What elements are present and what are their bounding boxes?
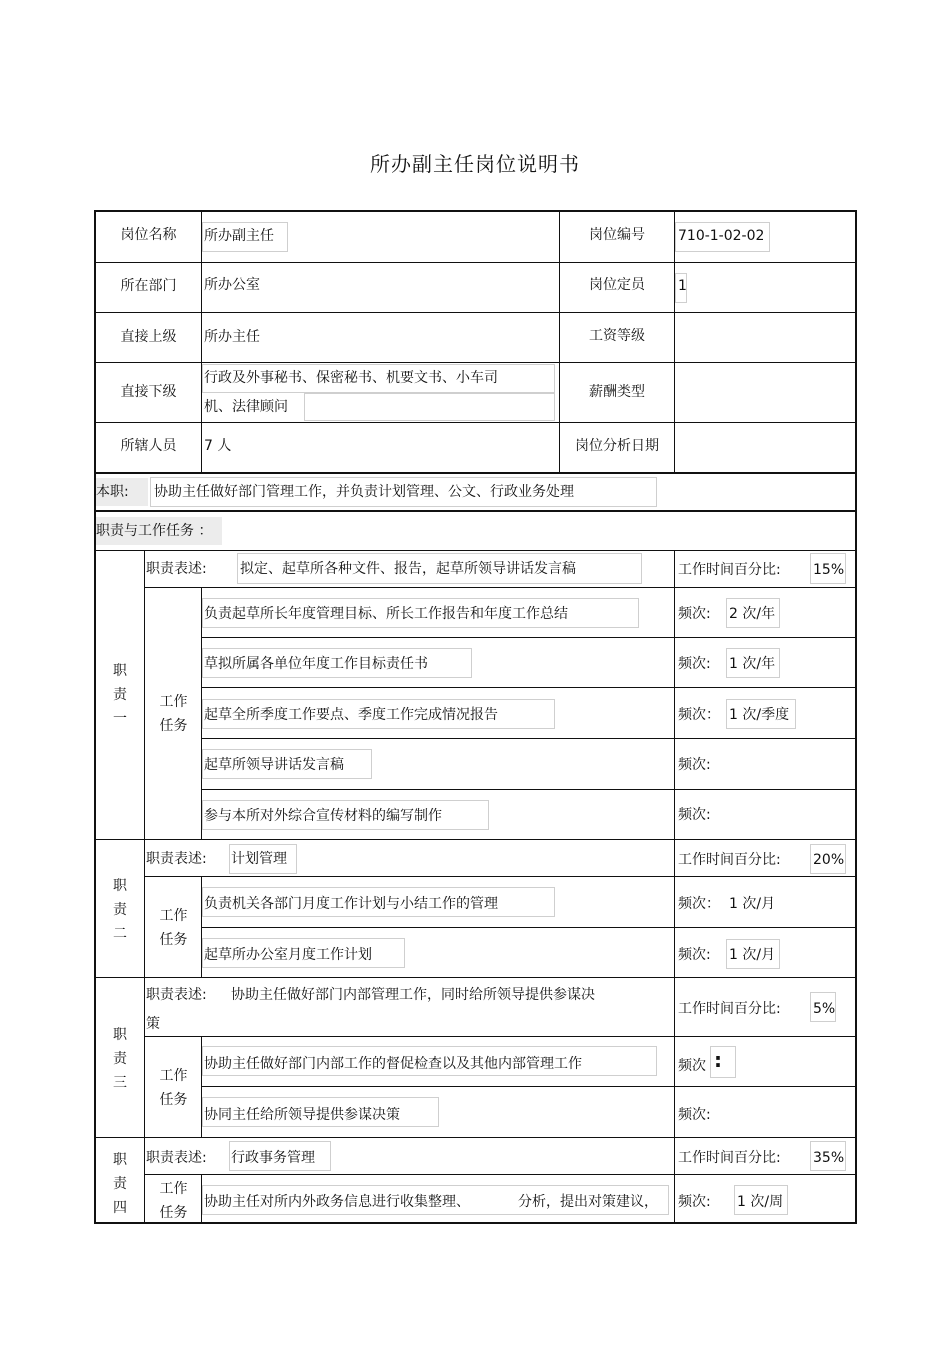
- col-divider: [144, 550, 145, 1223]
- duty-2-task-1: 负责机关各部门月度工作计划与小结工作的管理: [204, 896, 498, 912]
- field-frame: [304, 393, 555, 421]
- duty-1-pct: 15%: [813, 562, 845, 578]
- table-border-bottom: [94, 1222, 857, 1224]
- duty-3-desc-line2: 策: [146, 1016, 160, 1032]
- duty-4-pct: 35%: [813, 1150, 845, 1166]
- duty-1-desc: 拟定、起草所各种文件、报告，起草所领导讲话发言稿: [240, 561, 576, 577]
- duty-2-desc: 计划管理: [231, 851, 287, 867]
- time-pct-label: 工作时间百分比:: [678, 852, 781, 868]
- duty-1-task-2: 草拟所属各单位年度工作目标责任书: [204, 656, 428, 672]
- duty-3-name: 职 责 三: [113, 1027, 127, 1091]
- duty-1-task-3-freq: 1 次/季度: [729, 707, 790, 723]
- freq-label: 频次:: [678, 1107, 711, 1123]
- duty-1-name: 职 责 一: [113, 663, 127, 727]
- task-label: 工作 任务: [159, 1181, 188, 1221]
- duty-desc-label: 职责表述:: [146, 561, 207, 577]
- duty-1-task-5: 参与本所对外综合宣传材料的编写制作: [204, 808, 442, 824]
- row-divider: [94, 312, 857, 313]
- freq-label: 频次:: [678, 656, 711, 672]
- superior-label: 直接上级: [120, 329, 177, 345]
- row-divider: [201, 1086, 857, 1087]
- subordinate-value-line1: 行政及外事秘书、保密秘书、机要文书、小车司: [204, 370, 498, 386]
- duty-2-task-1-freq: 1 次/月: [729, 896, 776, 912]
- duty-3-desc-line1: 协助主任做好部门内部管理工作，同时给所领导提供参谋决: [231, 987, 595, 1003]
- row-divider: [144, 1174, 857, 1175]
- duty-3-task-1: 协助主任做好部门内部工作的督促检查以及其他内部管理工作: [204, 1056, 582, 1072]
- row-divider: [94, 510, 857, 512]
- superior-value: 所办主任: [204, 329, 260, 345]
- duty-desc-label: 职责表述:: [146, 987, 207, 1003]
- time-pct-label: 工作时间百分比:: [678, 1001, 781, 1017]
- freq-label: 频次:: [678, 757, 711, 773]
- duty-1-task-4: 起草所领导讲话发言稿: [204, 757, 344, 773]
- freq-label: 频次：: [678, 896, 720, 912]
- table-border-right: [855, 210, 857, 1224]
- headcount-label: 岗位定员: [589, 277, 645, 293]
- headcount-value: 1: [678, 278, 687, 294]
- duty-4-task-1-part2: 分析，提出对策建议，: [518, 1194, 658, 1210]
- position-name-label: 岗位名称: [120, 227, 177, 243]
- task-label: 工作 任务: [159, 694, 188, 734]
- duty-2-task-2: 起草所办公室月度工作计划: [204, 947, 372, 963]
- duty-4-task-1-freq: 1 次/周: [737, 1194, 784, 1210]
- analysis-date-label: 岗位分析日期: [575, 438, 659, 454]
- subordinate-value-line2: 机、法律顾问: [204, 399, 288, 415]
- department-value: 所办公室: [204, 277, 260, 293]
- time-pct-label: 工作时间百分比:: [678, 1150, 781, 1166]
- position-code-label: 岗位编号: [589, 227, 645, 243]
- row-divider: [94, 362, 857, 363]
- row-divider: [94, 839, 857, 840]
- freq-label: 频次:: [678, 606, 711, 622]
- duties-header: 职责与工作任务 ：: [96, 523, 213, 539]
- freq-label: 频次:: [678, 947, 711, 963]
- row-divider: [94, 550, 857, 551]
- row-divider: [201, 927, 857, 928]
- row-divider: [201, 637, 857, 638]
- col-divider: [674, 550, 675, 1223]
- row-divider: [201, 738, 857, 739]
- duty-3-pct: 5%: [813, 1001, 836, 1017]
- department-label: 所在部门: [120, 278, 177, 294]
- row-divider: [94, 977, 857, 978]
- duty-2-name: 职 责 二: [113, 878, 127, 942]
- row-divider: [201, 789, 857, 790]
- freq-label: 频次:: [678, 807, 711, 823]
- staff-value: 7 人: [204, 438, 232, 454]
- row-divider: [94, 1137, 857, 1138]
- time-pct-label: 工作时间百分比:: [678, 562, 781, 578]
- freq-label: 频次: [678, 1058, 706, 1074]
- freq-label: 频次:: [678, 1194, 711, 1210]
- position-name-value: 所办副主任: [204, 228, 274, 244]
- row-divider: [94, 472, 857, 474]
- row-divider: [94, 262, 857, 263]
- row-divider: [94, 422, 857, 423]
- duty-4-desc: 行政事务管理: [231, 1150, 315, 1166]
- duty-1-task-1: 负责起草所长年度管理目标、所长工作报告和年度工作总结: [204, 606, 568, 622]
- duty-3-task-2: 协同主任给所领导提供参谋决策: [204, 1107, 400, 1123]
- subordinate-label: 直接下级: [120, 384, 177, 400]
- task-label: 工作 任务: [159, 908, 188, 948]
- freq-label: 频次：: [678, 707, 720, 723]
- duty-4-name: 职 责 四: [113, 1152, 127, 1216]
- duty-desc-label: 职责表述:: [146, 1150, 207, 1166]
- duty-2-pct: 20%: [813, 852, 845, 868]
- salary-grade-label: 工资等级: [589, 328, 645, 344]
- core-duty-text: 协助主任做好部门管理工作，并负责计划管理、公文、行政业务处理: [154, 484, 574, 500]
- duty-1-task-2-freq: 1 次/年: [729, 656, 776, 672]
- duty-1-task-3: 起草全所季度工作要点、季度工作完成情况报告: [204, 707, 498, 723]
- staff-label: 所辖人员: [120, 438, 177, 454]
- duty-4-task-1-part1: 协助主任对所内外政务信息进行收集整理、: [204, 1194, 470, 1210]
- row-divider: [144, 587, 857, 588]
- core-duty-label: 本职:: [96, 484, 129, 500]
- pay-type-label: 薪酬类型: [589, 384, 645, 400]
- page-title: 所办副主任岗位说明书: [370, 152, 580, 176]
- duty-desc-label: 职责表述:: [146, 851, 207, 867]
- duty-2-task-2-freq: 1 次/月: [729, 947, 776, 963]
- table-border-top: [94, 210, 857, 212]
- row-divider: [144, 1036, 857, 1037]
- task-label: 工作 任务: [159, 1068, 188, 1108]
- duty-1-task-1-freq: 2 次/年: [729, 606, 776, 622]
- position-code-value: 710-1-02-02: [678, 228, 765, 244]
- duty-3-task-1-freq: :: [714, 1048, 722, 1072]
- row-divider: [201, 687, 857, 688]
- row-divider: [144, 876, 857, 877]
